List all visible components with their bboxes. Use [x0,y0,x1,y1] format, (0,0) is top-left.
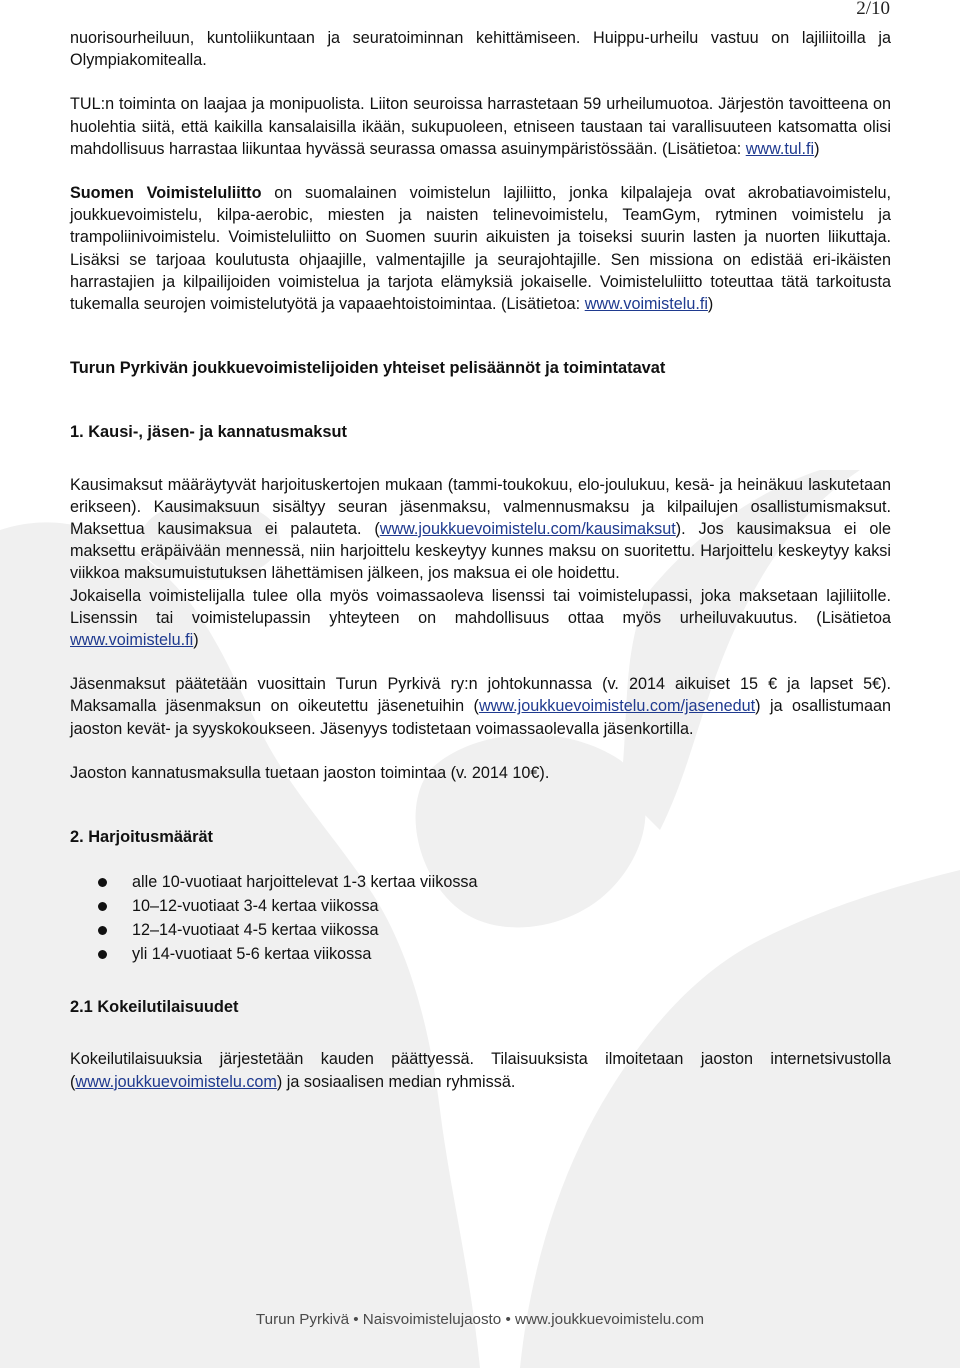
jasenmaksut-text-b: ) ja osallistumaan jaoston kevät- ja syyskokoukseen. Jäsenyys todistetaan voimassaolevalla jäsenkortilla. [70,697,891,738]
bullet-icon [98,926,107,935]
main-title: Turun Pyrkivän joukkuevoimistelijoiden yhteiset pelisäännöt ja toimintatavat [70,359,666,378]
voimisteluliitto-text: on suomalainen voimistelun lajiliitto, jonka kilpalajeja ovat akrobatiavoimistelu, joukkuevoimistelu, kilpa-aerobic, miesten ja naisten telinevoimistelu, TeamGym, rytminen voimistelu ja trampoliinivoimistelu. Voimisteluliitto on Suomen suurin aikuisten ja toiseksi suurin lasten ja nuorten liikuttaja. Lisäksi se tarjoaa koulutusta ohjaajille, valmentajille ja seurajohtajille. Sen missiona on edistää eri-ikäisten harrastajien ja kilpailijoiden voimistelua ja tarjota elämyksiä jokaiselle. Voimisteluliitto toteuttaa tätä tarkoitusta tukemalla seurojen voimistelutyötä ja vapaaehtoistoimintaa. (Lisätietoa: [70,184,891,314]
training-amounts-list [70,870,891,966]
lisenssi-text-b: ) [193,631,199,650]
list-item-text: 12–14-vuotiaat 4-5 kertaa viikossa [132,921,379,940]
jasenedut-link[interactable]: www.joukkuevoimistelu.com/jasenedut [478,697,756,716]
document-body [70,27,891,1093]
kokeilu-text-a: Kokeilutilaisuuksia järjestetään kauden päättyessä. Tilaisuuksista ilmoitetaan jaoston internetsivustolla ( [70,1050,891,1091]
voimistelu-link[interactable]: www.voimistelu.fi [584,295,708,314]
intro-paragraph-tul [70,93,891,160]
list-item [70,894,891,918]
kausimaksut-text-a: Kausimaksut määräytyvät harjoituskertojen mukaan (tammi-toukokuu, elo-joulukuu, kesä- ja heinäkuu laskutetaan erikseen). Kausimaksuun sisältyy seuran jäsenmaksu, valmennusmaksu ja kilpailujen osallistumismaksut. Maksettua kausimaksua ei palauteta. ( [70,475,891,539]
bullet-icon [98,902,107,911]
page-footer: Turun Pyrkivä • Naisvoimistelujaosto • www.joukkuevoimistelu.com [255,1311,705,1328]
list-item [70,942,891,966]
jasenmaksut-text-a: Jäsenmaksut päätetään vuosittain Turun Pyrkivä ry:n johtokunnassa (v. 2014 aikuiset 15 € ja lapset 5€). Maksamalla jäsenmaksun on oikeutettu jäsenetuihin ( [70,675,891,716]
tul-text-end: ) [814,139,820,158]
section-1-paragraph-3 [70,673,891,740]
lisenssi-voimistelu-link[interactable]: www.voimistelu.fi [70,631,194,650]
voimisteluliitto-bold: Suomen Voimisteluliitto [70,184,262,203]
kausimaksut-text-b: ). Jos kausimaksua ei ole maksettu eräpäivään mennessä, niin harjoittelu keskeytyy kunnes maksu on suoritettu. Harjoittelu keskeytyy kaksi viikkoa maksumuistutuksen lähettämisen jälkeen, jos maksua ei ole hoidettu. [70,520,891,583]
kokeilu-text-b: ) ja sosiaalisen median ryhmissä. [276,1072,516,1091]
page-number: 2/10 [856,0,890,19]
kausimaksut-link[interactable]: www.joukkuevoimistelu.com/kausimaksut [379,520,676,539]
joukkuevoimistelu-link[interactable]: www.joukkuevoimistelu.com [75,1072,277,1091]
list-item-text: alle 10-vuotiaat harjoittelevat 1-3 kertaa viikossa [132,873,478,892]
section-1-paragraph-4: Jaoston kannatusmaksulla tuetaan jaoston toimintaa (v. 2014 10€). [70,763,550,782]
intro-paragraph-1: nuorisourheiluun, kuntoliikuntaan ja seuratoiminnan kehittämiseen. Huippu-urheilu vastuu on lajiliitoilla ja Olympiakomitealla. [70,29,891,70]
lisenssi-text-a: Jokaisella voimistelijalla tulee olla myös voimassaoleva lisenssi tai voimistelupassi, joka maksetaan lajiliitolle. Lisenssin tai voimistelupassin yhteyteen on mahdollisuus ottaa myös urheiluvakuutus. (Lisätietoa [70,586,891,627]
list-item-text: 10–12-vuotiaat 3-4 kertaa viikossa [132,897,379,916]
tul-text: TUL:n toiminta on laajaa ja monipuolista. Liiton seuroissa harrastetaan 59 urheilumuotoa. Järjestön tavoitteena on huolehtia siitä, että kaikilla kansalaisilla ikään, sukupuoleen, etniseen taustaan tai varallisuuteen katsomatta olisi mahdollisuus harrastaa liikuntaa hyvässä seurassa omassa asuinympäristössään. (Lisätietoa: [70,95,891,158]
section-1-paragraph-1 [70,474,891,585]
section-1-heading: 1. Kausi-, jäsen- ja kannatusmaksut [70,423,347,442]
bullet-icon [98,878,107,887]
list-item-text: yli 14-vuotiaat 5-6 kertaa viikossa [132,945,372,964]
section-1-paragraph-2 [70,585,891,652]
list-item [70,870,891,894]
list-item [70,918,891,942]
intro-paragraph-voimisteluliitto [70,182,891,315]
section-2-1-paragraph [70,1048,891,1092]
tul-link[interactable]: www.tul.fi [745,139,815,158]
section-2-1-heading: 2.1 Kokeilutilaisuudet [70,998,239,1017]
voimisteluliitto-text-end: ) [707,295,714,314]
bullet-icon [98,950,107,959]
section-2-heading: 2. Harjoitusmäärät [70,828,214,847]
